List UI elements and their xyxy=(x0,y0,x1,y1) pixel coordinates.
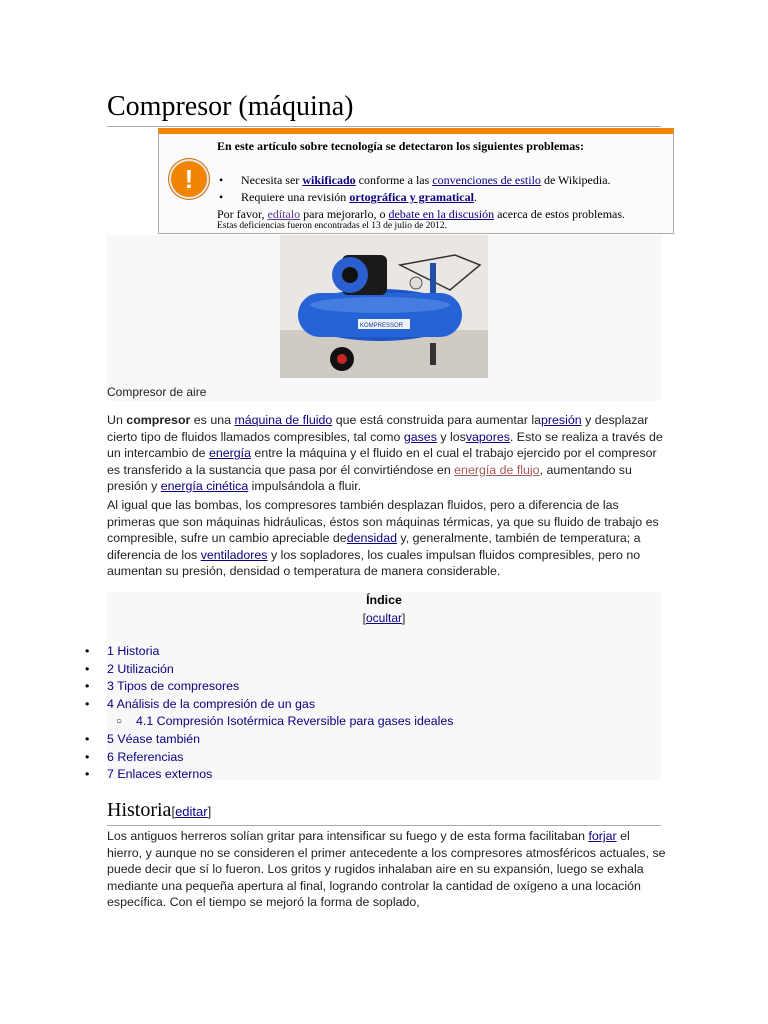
convenciones-link[interactable]: convenciones de estilo xyxy=(432,173,541,187)
warning-exclamation-icon: ! xyxy=(169,159,209,199)
air-compressor-image[interactable] xyxy=(280,235,488,378)
toc-item-vease[interactable]: • 5 Véase también xyxy=(85,731,454,749)
toc-item-referencias[interactable]: • 6 Referencias xyxy=(85,749,454,767)
energia-cinetica-link[interactable]: energía cinética xyxy=(160,479,249,493)
toc-hide-link[interactable]: ocultar xyxy=(365,611,403,625)
historia-edit-link[interactable]: editar xyxy=(175,804,208,819)
toc-item-tipos[interactable]: • 3 Tipos de compresores xyxy=(85,678,454,696)
notice-item-review: • Requiere una revisión ortográfica y gramatical. xyxy=(217,189,611,206)
image-caption: Compresor de aire xyxy=(107,385,207,399)
wikificado-link[interactable]: wikificado xyxy=(302,173,356,187)
toc-list xyxy=(85,643,454,784)
historia-heading: Historia[editar] xyxy=(107,797,661,826)
toc-item-historia[interactable]: • 1 Historia xyxy=(85,643,454,661)
image-box xyxy=(107,235,661,401)
compressor-label: KOMPRESSOR xyxy=(360,323,404,329)
toc-item-utilizacion[interactable]: • 2 Utilización xyxy=(85,661,454,679)
maquina-de-fluido-link[interactable]: máquina de fluido xyxy=(234,413,333,427)
toc-item-enlaces[interactable]: • 7 Enlaces externos xyxy=(85,766,454,784)
toc-title: Índice xyxy=(366,593,402,607)
notice-item-wikify: • Necesita ser wikificado conforme a las convenciones de estilo de Wikipedia. xyxy=(217,172,611,189)
densidad-link[interactable]: densidad xyxy=(346,531,397,545)
forjar-link[interactable]: forjar xyxy=(588,829,617,843)
page-title: Compresor (máquina) xyxy=(107,90,661,127)
ventiladores-link[interactable]: ventiladores xyxy=(200,547,268,562)
gases-link[interactable]: gases xyxy=(403,429,437,444)
notice-fix: Por favor, edítalo para mejorarlo, o debate en la discusión acerca de estos problemas. xyxy=(217,207,626,221)
historia-paragraph: Los antiguos herreros solían gritar para intensificar su fuego y de esta forma facilitaban forjar el hierro, y aunque no se consideren el primer antecedente a los compresores atmosféricos actuales, se puede decir que sí lo fueron. Los gritos y rugidos inhalaban aire en su expansión, luego se exhala mediante una pequeña apertura al final, logrando controlar la cantidad de oxígeno a una locación específica. Con el tiempo se mejoró la forma de soplado, xyxy=(107,829,666,909)
notice-date: Estas deficiencias fueron encontradas el 13 de julio de 2012. xyxy=(217,221,448,231)
vapores-link[interactable]: vapores xyxy=(465,429,510,444)
maintenance-notice xyxy=(158,128,674,234)
presion-link[interactable]: presión xyxy=(540,413,582,427)
ortografica-link[interactable]: ortográfica y gramatical xyxy=(349,190,474,204)
debate-link[interactable]: debate en la discusión xyxy=(388,207,495,221)
notice-title: En este artículo sobre tecnología se detectaron los siguientes problemas: xyxy=(217,139,584,153)
toc-item-compresion-isotermica[interactable]: ○ 4.1 Compresión Isotérmica Reversible para gases ideales xyxy=(85,713,454,731)
energia-de-flujo-link[interactable]: energía de flujo xyxy=(454,462,540,477)
notice-list xyxy=(217,172,611,206)
second-paragraph: Al igual que las bombas, los compresores también desplazan fluidos, pero a diferencia de las primeras que son máquinas hidráulicas, éstos son máquinas térmicas, ya que su fluido de trabajo es compresible, sufre un cambio apreciable dedensidad y, generalmente, también de temperatura; a diferencia de los ventiladores y los sopladores, los cuales impulsan fluidos compresibles, pero no aumentan su presión, densidad o temperatura de manera considerable. xyxy=(107,498,659,578)
energia-link[interactable]: energía xyxy=(208,446,251,460)
toc-item-analisis[interactable]: • 4 Análisis de la compresión de un gas xyxy=(85,696,454,714)
toc-hide: [ocultar] xyxy=(362,611,406,625)
intro-paragraph: Un compresor es una máquina de fluido que está construida para aumentar lapresión y desplazar cierto tipo de fluidos llamados compresibles, tal como gases y losvapores. Esto se realiza a través de un intercambio de energía entre la máquina y el fluido en el cual el trabajo ejercido por el compresor es transferido a la sustancia que pasa por él convirtiéndose en energía de flujo, aumentando su presión y energía cinética impulsándola a fluir. xyxy=(107,413,663,493)
editalo-link[interactable]: edítalo xyxy=(267,207,301,221)
